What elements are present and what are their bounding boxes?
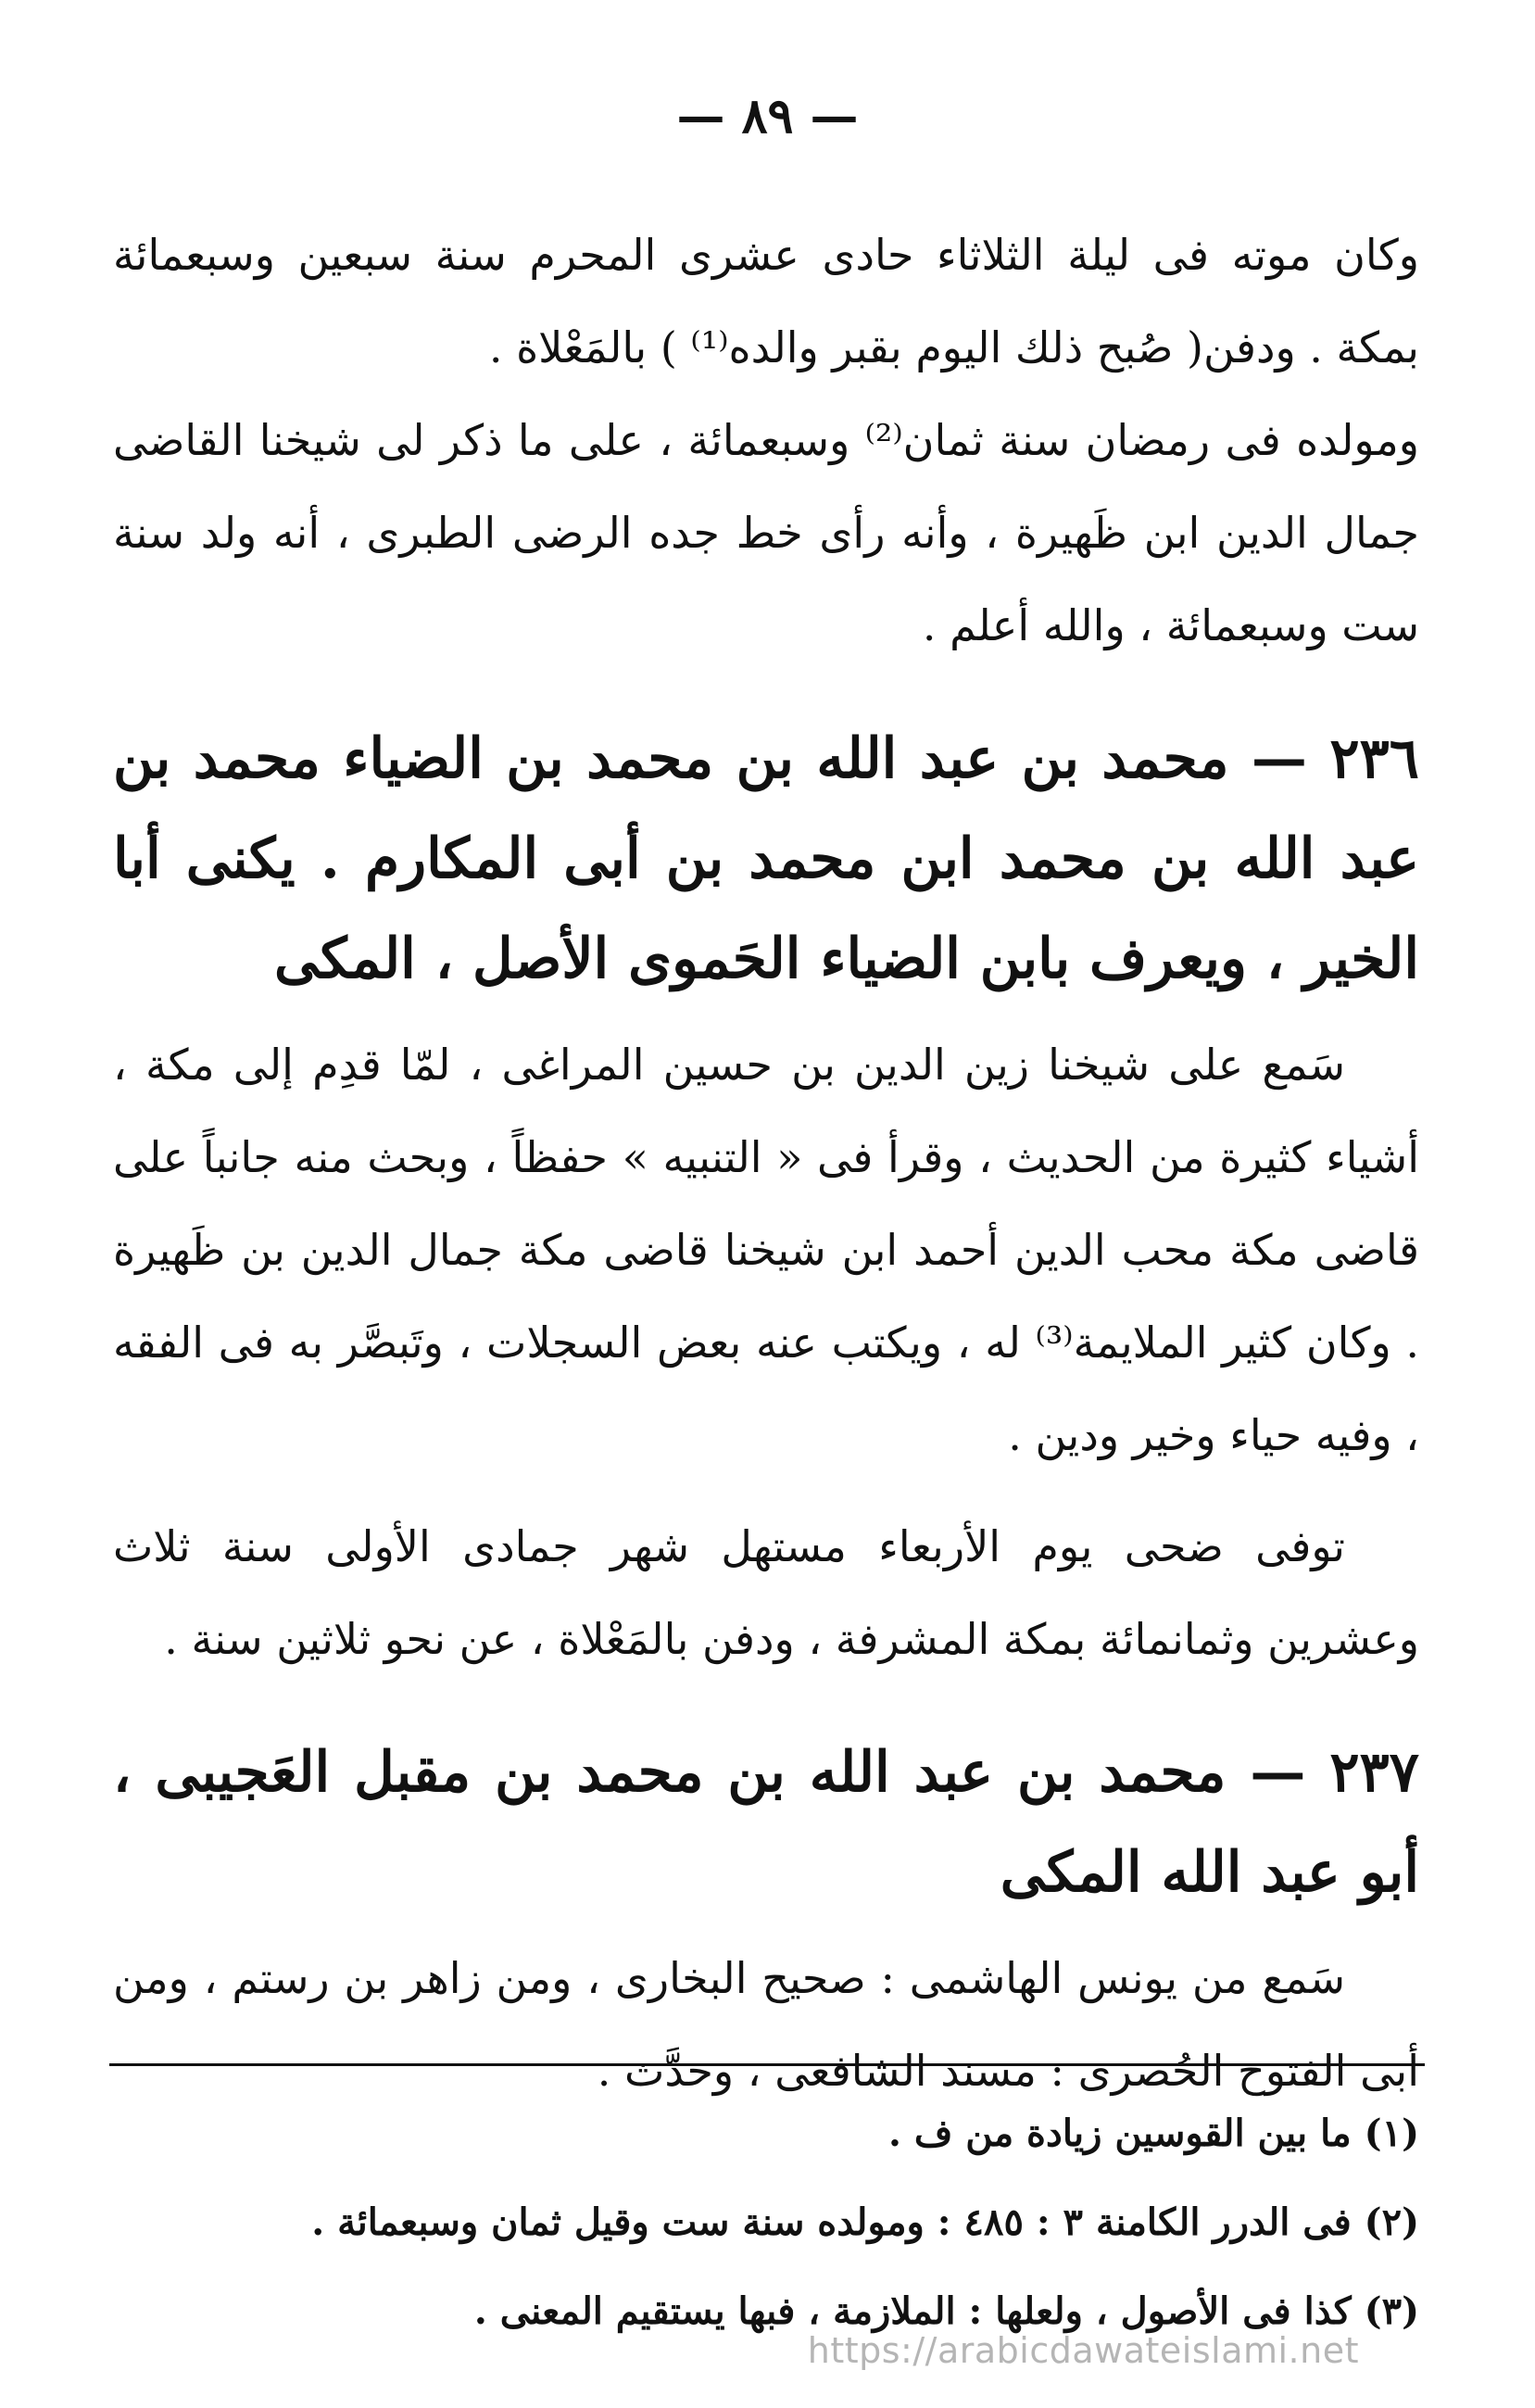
entry-236-paragraph: سَمع على شيخنا زين الدين بن حسين المراغى ، لمّا قدِم إلى مكة ، أشياء كثيرة من الحديث ، وقرأ فى « التنبيه » حفظاً ، وبحث منه جانباً على قاضى مكة محب الدين أحمد ابن شيخنا قاضى مكة جمال الدين بن ظَهيرة . وكان كثير الملايمة⁽³⁾ له ، ويكتب عنه بعض السجلات ، وتَبصَّر به فى الفقه ، وفيه حياء وخير ودين . <box>113 1040 1420 1460</box>
entry-236-death-paragraph: توفى ضحى يوم الأربعاء مستهل شهر جمادى الأولى سنة ثلاث وعشرين وثمانمائة بمكة المشرفة ، ودفن بالمَعْلاة ، عن نحو ثلاثين سنة . <box>113 1521 1419 1664</box>
footnote-1: (١) ما بين القوسين زيادة من ف . <box>888 2112 1419 2155</box>
entry-237-paragraph: سَمع من يونس الهاشمى : صحيح البخارى ، ومن زاهر بن رستم ، ومن أبى الفتوح الحُصرى : مسند الشافعى ، وحدَّث . <box>113 1953 1419 2096</box>
footnote-3: (٣) كذا فى الأصول ، ولعلها : الملازمة ، فبها يستقيم المعنى . <box>473 2289 1419 2333</box>
entry-heading-237: ٢٣٧ — محمد بن عبد الله بن محمد بن مقبل العَجيبى ، أبو عبد الله المكى <box>113 1740 1419 1905</box>
main-text <box>113 208 1419 2117</box>
footnote-divider <box>109 2063 1425 2066</box>
footnote-2: (٢) فى الدرر الكامنة ٣ : ٤٨٥ : ومولده سنة ست وقيل ثمان وسبعمائة . <box>311 2200 1419 2244</box>
footnotes <box>113 2089 1419 2356</box>
watermark-url: https://arabicdawateislami.net <box>807 2330 1359 2371</box>
entry-heading-236: ٢٣٦ — محمد بن عبد الله بن محمد بن الضياء محمد بن عبد الله بن محمد ابن محمد بن أبى المكارم . يكنى أبا الخير ، ويعرف بابن الضياء الحَموى الأصل ، المكى <box>113 726 1419 991</box>
paragraph-death-burial: وكان موته فى ليلة الثلاثاء حادى عشرى المحرم سنة سبعين وسبعمائة بمكة . ودفن( صُبح ذلك اليوم بقبر والده⁽¹⁾ ) بالمَعْلاة . <box>113 230 1419 372</box>
page-number: — ٨٩ — <box>676 88 859 145</box>
paragraph-birth: ومولده فى رمضان سنة ثمان⁽²⁾ وسبعمائة ، على ما ذكر لى شيخنا القاضى جمال الدين ابن ظَهيرة ، وأنه رأى خط جده الرضى الطبرى ، أنه ولد سنة ست وسبعمائة ، والله أعلم . <box>113 415 1419 650</box>
